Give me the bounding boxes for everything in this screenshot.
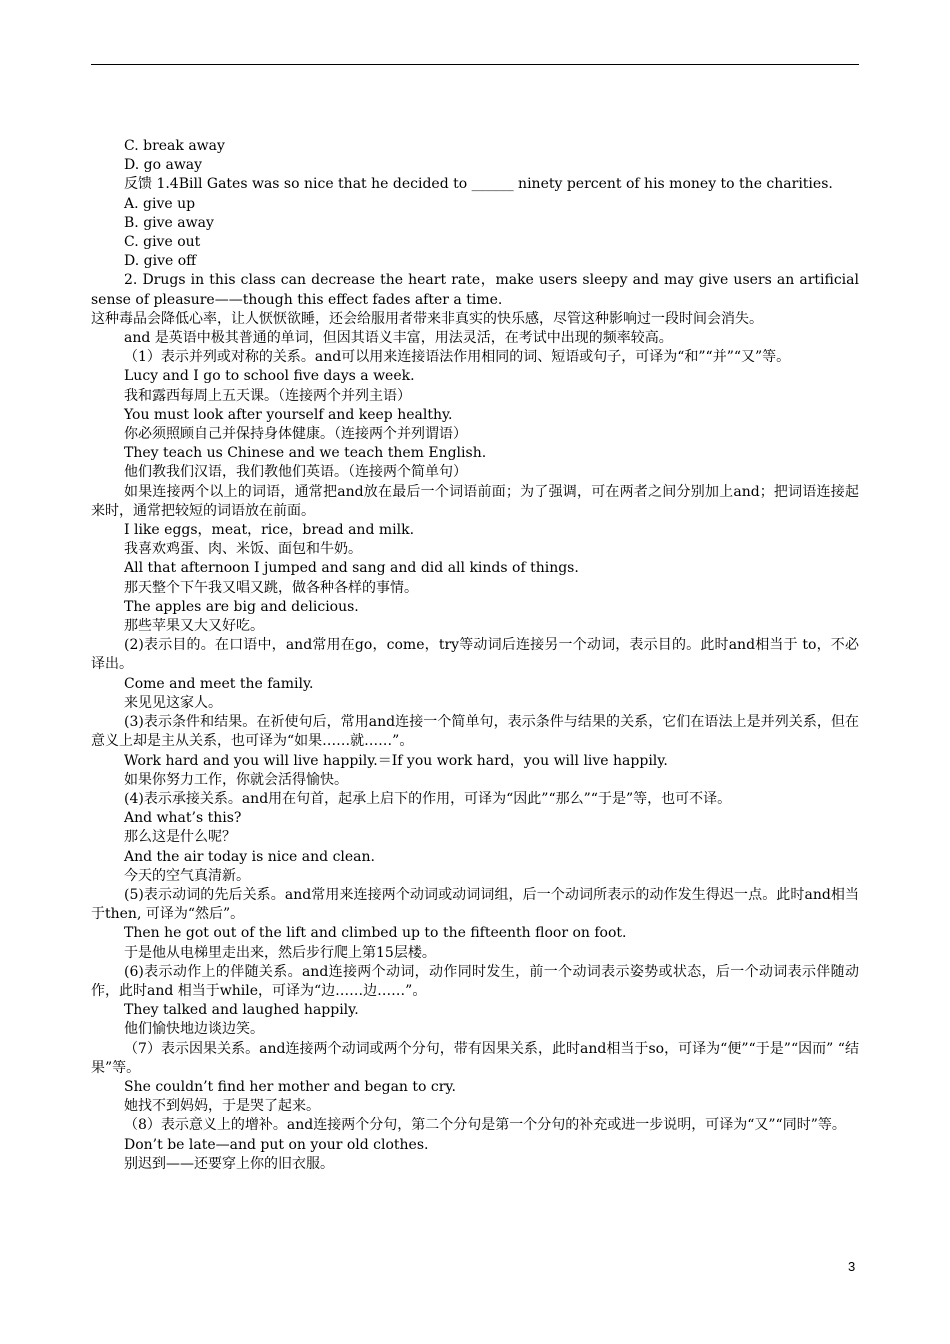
text-line: 那么这是什么呢？ <box>124 829 236 846</box>
text-line: C. break away <box>124 138 225 154</box>
text-line: 这种毒品会降低心率，让人恹恹欲睡，还会给服用者带来非真实的快乐感，尽管这种影响过一段时间会消失。 <box>91 310 763 327</box>
text-line: C. give out <box>124 234 201 251</box>
text-line: 2. Drugs in this class can decrease the heart rate，make users sleepy and may give users an artificial sense of pleasure——though this effect fades after a time. <box>91 272 859 308</box>
page-number: 3 <box>848 1259 856 1274</box>
text-line: （8）表示意义上的增补。and连接两个分句，第二个分句是第一个分句的补充或进一步说明，可译为“又”“同时”等。 <box>124 1117 846 1134</box>
text-line: D. go away <box>124 157 203 174</box>
text-line: (4)表示承接关系。and用在句首，起承上启下的作用，可译为“因此”“那么”“于是”等，也可不译。 <box>124 790 732 807</box>
text-line: I like eggs，meat，rice，bread and milk. <box>124 522 415 539</box>
text-line: 别迟到——还要穿上你的旧衣服。 <box>124 1155 334 1172</box>
text-line: 我和露西每周上五天课。（连接两个并列主语） <box>124 387 411 404</box>
text-line: 我喜欢鸡蛋、肉、米饭、面包和牛奶。 <box>124 541 362 558</box>
text-line: They teach us Chinese and we teach them English. <box>124 445 487 462</box>
text-line: And what’s this? <box>124 810 242 827</box>
document-body <box>91 137 859 1174</box>
text-line: 今天的空气真清新。 <box>124 867 250 884</box>
text-line: 那些苹果又大又好吃。 <box>124 618 264 635</box>
text-line: 如果你努力工作，你就会活得愉快。 <box>124 771 348 788</box>
text-line: （7）表示因果关系。and连接两个动词或两个分句，带有因果关系，此时and相当于so，可译为“便”“于是”“因而” “结果”等。 <box>91 1040 859 1076</box>
text-line: 来见见这家人。 <box>124 694 222 711</box>
text-line: You must look after yourself and keep healthy. <box>124 406 453 423</box>
text-line: A. give up <box>124 195 196 212</box>
text-line: (3)表示条件和结果。在祈使句后，常用and连接一个简单句，表示条件与结果的关系，它们在语法上是并列关系，但在意义上却是主从关系，也可译为“如果……就……”。 <box>91 714 859 750</box>
text-line: Then he got out of the lift and climbed up to the fifteenth floor on foot. <box>124 925 627 942</box>
text-line: Come and meet the family. <box>124 675 314 692</box>
text-line: And the air today is nice and clean. <box>124 848 375 865</box>
text-line: 他们教我们汉语，我们教他们英语。（连接两个简单句） <box>124 464 467 481</box>
text-line: B. give away <box>124 214 214 231</box>
text-line: Lucy and I go to school five days a week. <box>124 368 415 385</box>
text-line: She couldn’t find her mother and began to cry. <box>124 1078 456 1095</box>
text-line: 于是他从电梯里走出来，然后步行爬上第15层楼。 <box>124 944 436 961</box>
text-line: Work hard and you will live happily.＝If you work hard，you will live happily. <box>124 752 668 769</box>
text-line: The apples are big and delicious. <box>124 598 359 615</box>
text-line: D. give off <box>124 253 197 270</box>
text-line: 你必须照顾自己并保持身体健康。（连接两个并列谓语） <box>124 426 467 443</box>
header-rule <box>91 64 859 65</box>
text-line: (6)表示动作上的伴随关系。and连接两个动词，动作同时发生，前一个动词表示姿势或状态，后一个动词表示伴随动作，此时and 相当于while，可译为“边……边……”。 <box>91 963 859 999</box>
text-line: (5)表示动词的先后关系。and常用来连接两个动词或动词词组，后一个动词所表示的动作发生得迟一点。此时and相当于then, 可译为“然后”。 <box>91 886 859 923</box>
text-line: All that afternoon I jumped and sang and did all kinds of things. <box>124 560 579 577</box>
text-line: 他们愉快地边谈边笑。 <box>124 1021 264 1038</box>
text-line: 那天整个下午我又唱又跳，做各种各样的事情。 <box>124 579 418 596</box>
text-line: Don’t be late—and put on your old clothes. <box>124 1136 429 1153</box>
text-line: and 是英语中极其普通的单词，但因其语义丰富，用法灵活，在考试中出现的频率较高。 <box>124 330 673 347</box>
text-line: (2)表示目的。在口语中，and常用在go，come，try等动词后连接另一个动词，表示目的。此时and相当于 to，不必译出。 <box>91 637 859 673</box>
text-line: They talked and laughed happily. <box>124 1002 359 1019</box>
text-line: 反馈 1.4Bill Gates was so nice that he decided to ______ ninety percent of his money to the charities. <box>124 176 833 193</box>
text-line: （1）表示并列或对称的关系。and可以用来连接语法作用相同的词、短语或句子，可译为“和”“并”“又”等。 <box>124 349 791 366</box>
text-line: 如果连接两个以上的词语，通常把and放在最后一个词语前面；为了强调，可在两者之间分别加上and；把词语连接起来时，通常把较短的词语放在前面。 <box>91 483 859 519</box>
text-line: 她找不到妈妈，于是哭了起来。 <box>124 1098 320 1115</box>
